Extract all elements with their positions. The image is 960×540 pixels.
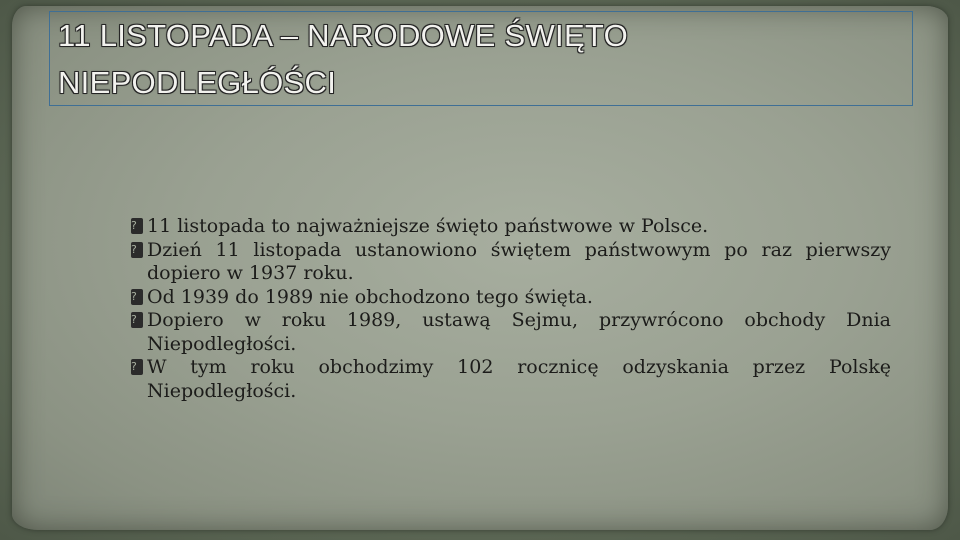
list-item-text: 11 listopada to najważniejsze święto państwowe w Polsce. bbox=[147, 215, 709, 237]
missing-glyph-bullet-icon: ? bbox=[131, 289, 143, 305]
missing-glyph-bullet-icon: ? bbox=[131, 359, 143, 375]
list-item bbox=[131, 239, 891, 286]
list-item bbox=[131, 356, 891, 403]
missing-glyph-bullet-icon: ? bbox=[131, 312, 143, 328]
list-item-text: Od 1939 do 1989 nie obchodzono tego święta. bbox=[147, 285, 593, 308]
list-item-text: Dzień 11 listopada ustanowiono świętem państwowym po raz pierwszy dopiero w 1937 roku. bbox=[147, 238, 891, 284]
missing-glyph-bullet-icon: ? bbox=[131, 218, 143, 234]
slide-title: 11 LISTOPADA – NARODOWE ŚWIĘTO NIEPODLEGŁÓŚCI bbox=[58, 18, 629, 100]
missing-glyph-bullet-icon: ? bbox=[131, 242, 143, 258]
bullet-list bbox=[131, 215, 891, 403]
list-item-text: Dopiero w roku 1989, ustawą Sejmu, przywrócono obchody Dnia Niepodległości. bbox=[147, 309, 891, 355]
list-item bbox=[131, 215, 891, 239]
list-item bbox=[131, 309, 891, 356]
list-item-text: W tym roku obchodzimy 102 rocznicę odzyskania przez Polskę Niepodległości. bbox=[147, 356, 891, 402]
list-item bbox=[131, 286, 891, 310]
